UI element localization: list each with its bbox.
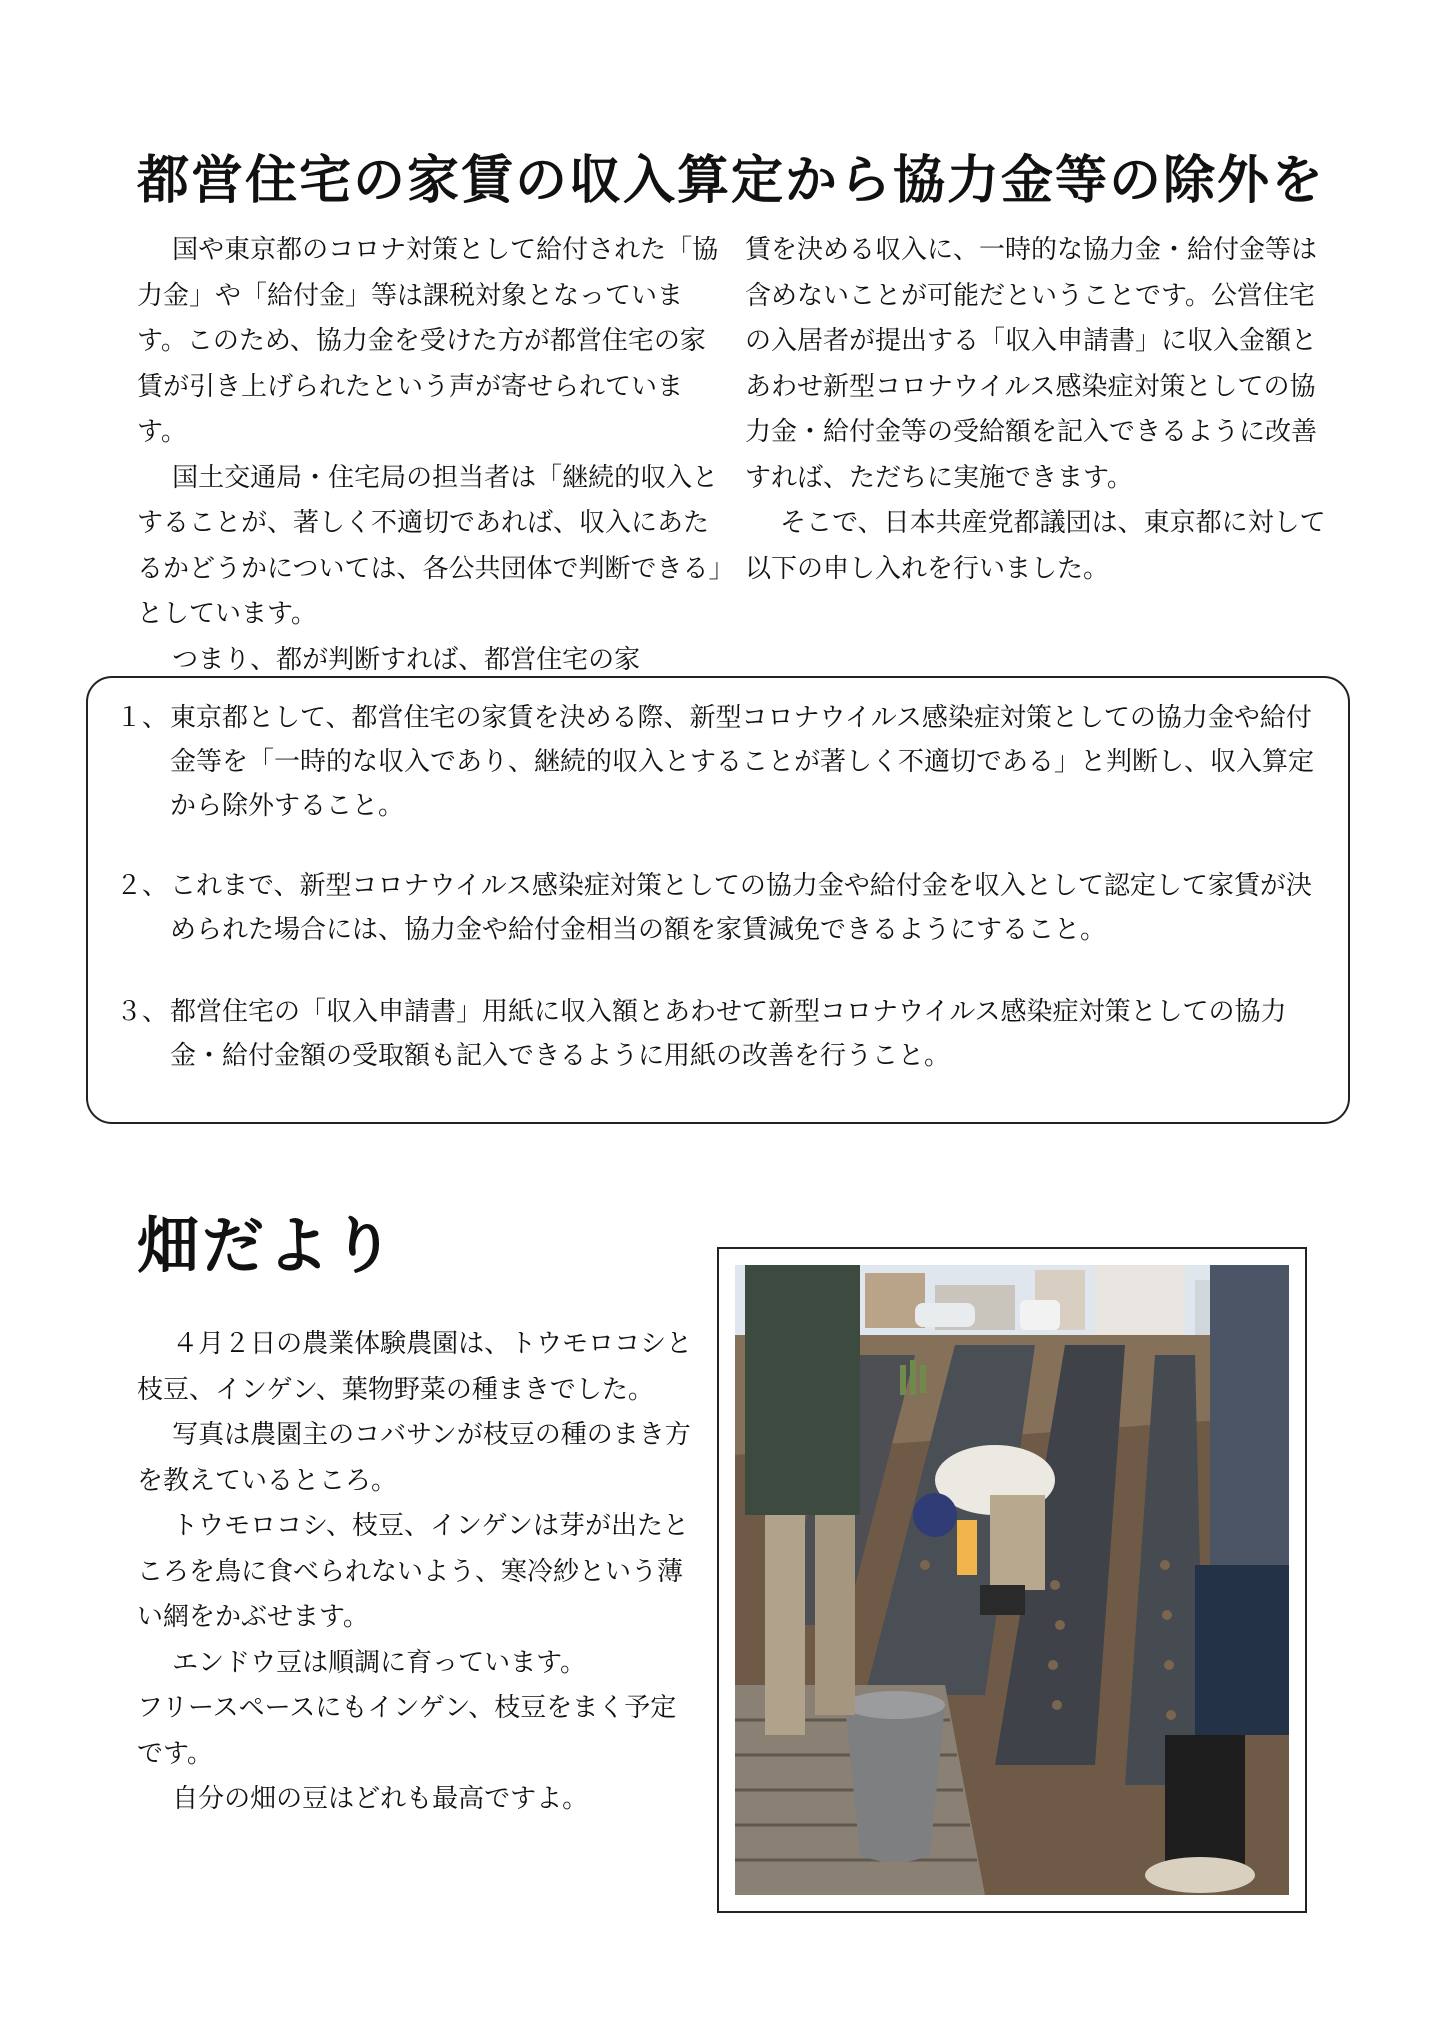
demand-number: １、	[116, 703, 169, 733]
article-paragraph: そこで、日本共産党都議団は、東京都に対して以下の申し入れを行いました。	[745, 508, 1326, 584]
hatake-paragraph: エンドウ豆は順調に育っています。	[172, 1647, 587, 1678]
demands-box	[86, 676, 1350, 1124]
article-paragraph: 賃を決める収入に、一時的な協力金・給付金等は含めないことが可能だということです。公営住宅の入居者が提出する「収入申請書」に収入金額とあわせ新型コロナウイルス感染症対策としての協力金・給付金等の受給額を記入できるように改善すれば、ただちに実施できます。	[745, 235, 1318, 493]
demand-item	[116, 864, 1321, 952]
farm-photo	[735, 1265, 1289, 1895]
photo-frame	[717, 1247, 1307, 1913]
hatake-paragraph: ４月２日の農業体験農園は、トウモロコシと枝豆、インゲン、葉物野菜の種まきでした。	[137, 1329, 693, 1405]
hatake-paragraph: トウモロコシ、枝豆、インゲンは芽が出たところを鳥に食べられないよう、寒冷紗という薄い網をかぶせます。	[137, 1511, 689, 1632]
hatake-paragraph: 写真は農園主のコバサンが枝豆の種のまき方を教えているところ。	[137, 1420, 691, 1496]
demand-text: 東京都として、都営住宅の家賃を決める際、新型コロナウイルス感染症対策としての協力金や給付金等を「一時的な収入であり、継続的収入とすることが著しく不適切である」と判断し、収入算定から除外すること。	[170, 703, 1315, 821]
article-paragraph: 国や東京都のコロナ対策として給付された「協力金」や「給付金」等は課税対象となっています。このため、協力金を受けた方が都営住宅の家賃が引き上げられたという声が寄せられています。	[137, 235, 719, 447]
demand-number: ３、	[116, 997, 169, 1027]
article-right-column	[745, 228, 1330, 592]
hatake-body	[137, 1322, 697, 1823]
demand-number: ２、	[116, 871, 169, 901]
hatake-paragraph: 自分の畑の豆はどれも最高ですよ。	[172, 1784, 589, 1814]
hatake-title: 畑だより	[137, 1209, 398, 1282]
article-title: 都営住宅の家賃の収入算定から協力金等の除外を	[137, 151, 1326, 211]
farm-photo-illustration	[735, 1265, 1289, 1895]
demand-item	[116, 990, 1321, 1078]
article-paragraph: 国土交通局・住宅局の担当者は「継続的収入とすることが、著しく不適切であれば、収入にあたるかどうかについては、各公共団体で判断できる」としています。	[137, 462, 722, 629]
demand-item	[116, 696, 1321, 828]
demand-text: 都営住宅の「収入申請書」用紙に収入額とあわせて新型コロナウイルス感染症対策としての協力金・給付金額の受取額も記入できるように用紙の改善を行うこと。	[170, 997, 1287, 1071]
article-left-column	[137, 228, 722, 683]
hatake-paragraph: フリースペースにもインゲン、枝豆をまく予定です。	[137, 1693, 677, 1769]
article-paragraph: つまり、都が判断すれば、都営住宅の家	[172, 644, 641, 675]
demand-text: これまで、新型コロナウイルス感染症対策としての協力金や給付金を収入として認定して家賃が決められた場合には、協力金や給付金相当の額を家賃減免できるようにすること。	[170, 871, 1312, 945]
